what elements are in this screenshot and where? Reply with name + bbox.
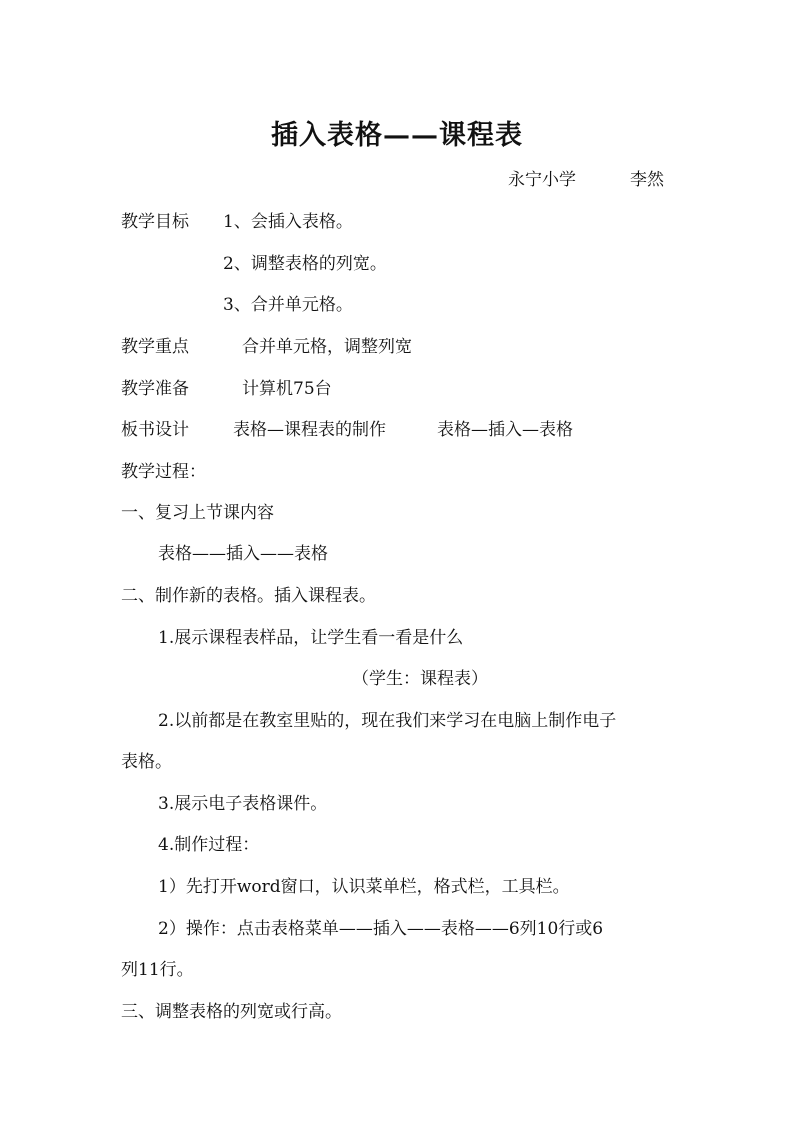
step4-sub1: 1）先打开word窗口，认识菜单栏，格式栏，工具栏。 (158, 877, 570, 897)
objective-item-2: 2、调整表格的列宽。 (223, 254, 387, 274)
key-points-value: 合并单元格，调整列宽 (242, 337, 412, 357)
board-design-part2: 表格—插入—表格 (437, 420, 573, 440)
section3-heading: 三、调整表格的列宽或行高。 (121, 1002, 342, 1022)
objective-item-3: 3、合并单元格。 (223, 295, 353, 315)
section2-heading: 二、制作新的表格。插入课程表。 (121, 586, 376, 606)
step4-sub2-line1: 2）操作：点击表格菜单——插入——表格——6列10行或6 (158, 919, 604, 939)
board-design-part1: 表格—课程表的制作 (233, 420, 386, 440)
objectives-label: 教学目标 (121, 212, 189, 232)
process-label: 教学过程： (121, 462, 206, 482)
step2-line1: 2.以前都是在教室里贴的，现在我们来学习在电脑上制作电子 (158, 711, 617, 731)
step2-line2: 表格。 (121, 752, 172, 772)
step1-text: 1.展示课程表样品，让学生看一看是什么 (158, 628, 464, 648)
step4-text: 4.制作过程： (158, 835, 260, 855)
preparation-value: 计算机75台 (242, 379, 332, 399)
document-title: 插入表格——课程表 (271, 120, 523, 151)
author-name: 李然 (630, 170, 664, 190)
section1-body: 表格——插入——表格 (158, 544, 328, 564)
step4-sub2-line2: 列11行。 (121, 960, 194, 980)
author-school: 永宁小学 (508, 170, 576, 190)
objective-item-1: 1、会插入表格。 (223, 212, 353, 232)
step1-answer: （学生：课程表） (352, 669, 488, 689)
board-design-label: 板书设计 (121, 420, 189, 440)
key-points-label: 教学重点 (121, 337, 189, 357)
step3-text: 3.展示电子表格课件。 (158, 794, 328, 814)
preparation-label: 教学准备 (121, 379, 189, 399)
author-line (508, 170, 664, 190)
section1-heading: 一、复习上节课内容 (121, 503, 274, 523)
